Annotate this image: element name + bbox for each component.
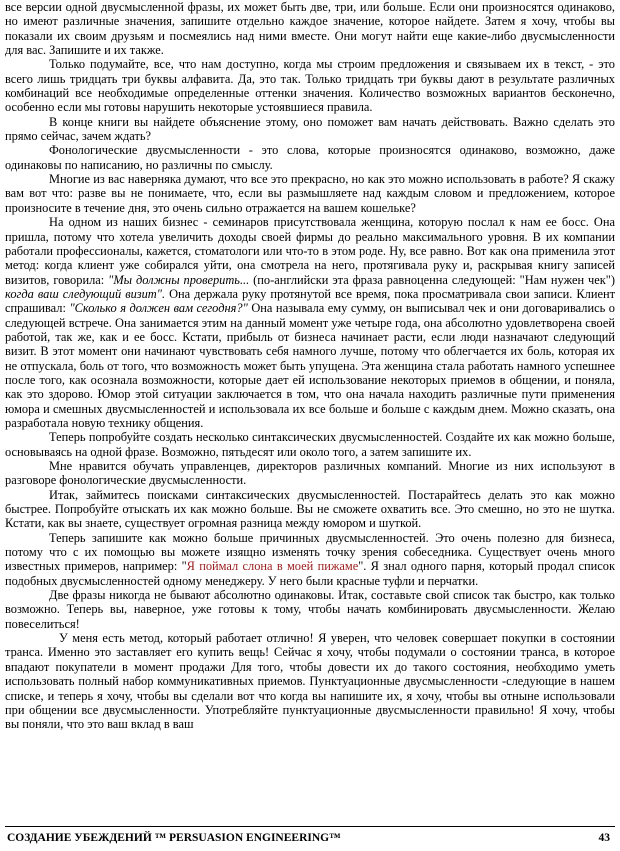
text-run: Она называла ему сумму, он выписывал чек и они договаривались о следующей встрече. Она занимается этим на данный момент уже четыре года, она абсолютно удовлетворена своей работой, так же, как и ее босс. Кстати, прибыль от бизнеса начинает расти, если люди назначают следующий визит. В этот момент они начинают чувствовать себя намного лучше, потому что облегчается их боль, которая их не отпускала, боль от того, что возможность может быть упущена. Эта женщина стала работать намного успешнее после того, как осознала возможности, которые дает ей использование некоторых приемов в общении, и поняла, как это здорово. Юмор этой ситуации заключается в том, что она начала находить различные пути применения юмора и смешных двусмысленностей и использовала их все больше и больше с каждым днем. Можно сказать, она разработала новую технику общения.	[5, 301, 615, 430]
italic-quote: когда ваш следующий визит".	[5, 286, 166, 301]
paragraph: Две фразы никогда не бывают абсолютно одинаковы. Итак, составьте свой список так быстро, как только возможно. Теперь вы, наверное, уже готовы к тому, чтобы начать комбинировать двусмысленности. Желаю повеселиться!	[5, 588, 615, 631]
italic-quote: "Сколько я должен вам сегодня?"	[69, 301, 248, 316]
page-footer	[7, 832, 610, 848]
text-run: На одном из наших бизнес - семинаров присутствовала женщина, которую послал к нам ее босс. Она пришла, потому что хотела увеличить доходы своей фирмы до реально максимального уровня. В их компании работали профессионалы, кажется, стоматологи или что-то в этом роде. Ну, все равно. Вот как она применила этот метод: когда клиент уже собирался уйти, она смотрела на него, протягивала руку и, раскрывая книгу записей визитов, говорила:	[5, 215, 615, 287]
paragraph: все версии одной двусмысленной фразы, их может быть две, три, или больше. Если они произносятся одинаково, но имеют различные значения, запишите отдельно каждое значение, которое найдете. Затем я хочу, чтобы вы показали их своим друзьям и посмеялись над ними вместе. Они могут найти еще какие-либо двусмысленности для вас. Запишите и их также.	[5, 0, 615, 58]
paragraph: Фонологические двусмысленности - это слова, которые произносятся одинаково, возможно, даже одинаковы по написанию, но различны по смыслу.	[5, 143, 615, 172]
highlighted-quote: Я поймал слона в моей пижаме	[186, 559, 359, 574]
page-number: 43	[598, 832, 610, 844]
paragraph: Теперь попробуйте создать несколько синтаксических двусмысленностей. Создайте их как можно больше, основываясь на одной фразе. Возможно, пятьдесят или около того, а затем запишите их.	[5, 430, 615, 459]
text-run: Она держала руку протянутой все время, пока просматривала свои записи. Клиент спрашивал:	[5, 286, 615, 316]
paragraph: В конце книги вы найдете объяснение этому, оно поможет вам начать действовать. Важно сделать это прямо сейчас, зачем ждать?	[5, 114, 615, 144]
text-run: Теперь запишите как можно больше причинных двусмысленностей. Это очень полезно для бизнеса, потому что с их помощью вы можете изящно изменять точку зрения собеседника. Существует очень много известных примеров, например: "	[5, 530, 615, 574]
paragraph: У меня есть метод, который работает отлично! Я уверен, что человек совершает покупки в состоянии транса. Именно это заставляет его купить вещь! Сейчас я хочу, чтобы подумали о состоянии транса, в которое впадают покупатели в момент продажи Для того, чтобы довести их до такого состояния, необходимо уметь использовать полный набор коммуникативных приемов. Пунктуационные двусмысленности -следующие в нашем списке, и теперь я хочу, чтобы вы сделали вот что когда вы напишите их, я хочу, чтобы вы отныне использовали при общении все двусмысленности. Употребляйте пунктуационные двусмысленности правильно! Я хочу, чтобы вы поняли, что это ваш вклад в ваш	[5, 631, 615, 732]
paragraph: Мне нравится обучать управленцев, директоров различных компаний. Многие из них используют в разговоре фонологические двусмысленности.	[5, 459, 615, 488]
paragraph: Итак, займитесь поисками синтаксических двусмысленностей. Постарайтесь делать это как можно быстрее. Попробуйте отыскать их как можно больше. Вы не сможете охватить все. Это смешно, но это не шутка. Кстати, как вы знаете, существует огромная разница между юмором и шуткой.	[5, 487, 615, 531]
paragraph	[5, 215, 615, 430]
paragraph: Многие из вас наверняка думают, что все это прекрасно, но как это можно использовать в работе? Я скажу вам вот что: разве вы не понимаете, что, если вы размышляете над каждым словом и предложением, которое произносите в течение дня, это очень сильно отражается на вашем кошельке?	[5, 172, 615, 215]
paragraph: Только подумайте, все, что нам доступно, когда мы строим предложения и связываем их в текст, - это всего лишь тридцать три буквы алфавита. Да, это так. Только тридцать три буквы дают в результате различных комбинаций все необходимые определенные оттенки значения. Количество возможных вариантов бесконечно, особенно если мы готовы нарушить некоторые устоявшиеся правила.	[5, 57, 615, 115]
italic-quote: "Мы должны проверить...	[108, 272, 250, 287]
paragraph	[5, 531, 615, 588]
body-text	[5, 0, 615, 732]
footer-divider	[5, 826, 615, 827]
text-run: (по-английски эта фраза равноценна следующей: "Нам нужен чек")	[253, 272, 615, 287]
text-run: ". Я знал одного парня, который продал список подобных двусмысленностей одному менеджеру. У него были красные туфли и перчатки.	[5, 559, 615, 588]
footer-title: СОЗДАНИЕ УБЕЖДЕНИЙ ™ PERSUASION ENGINEERING™	[7, 832, 341, 844]
